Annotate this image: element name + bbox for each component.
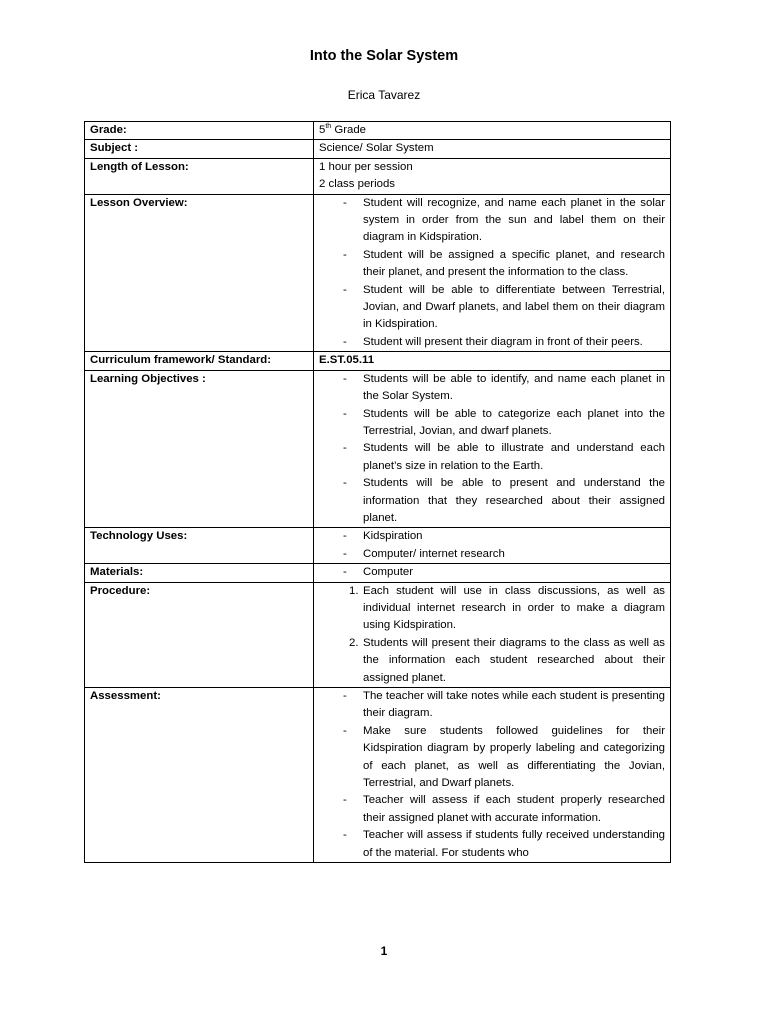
technology-list — [319, 528, 665, 563]
step-number: 1. — [349, 584, 359, 597]
assessment-list — [319, 688, 665, 862]
table-row-overview — [85, 194, 671, 352]
list-item — [319, 475, 665, 527]
item-text: The teacher will take notes while each student is presenting their diagram. — [363, 690, 665, 720]
list-item — [319, 334, 665, 351]
page-number: 1 — [380, 944, 388, 958]
objectives-list — [319, 371, 665, 528]
document-title: Into the Solar System — [309, 48, 459, 64]
item-text: Student will be assigned a specific planet, and research their planet, and present the information to the class. — [363, 248, 665, 279]
materials-list — [319, 564, 665, 581]
row-label: Procedure: — [85, 582, 314, 687]
list-item — [319, 371, 665, 406]
author-name: Erica Tavarez — [347, 88, 421, 102]
item-text: Students will present their diagrams to the class as well as the information each student researched about their assigned planet. — [363, 636, 665, 684]
table-row-objectives — [85, 370, 671, 528]
list-item — [319, 440, 665, 475]
row-label: Curriculum framework/ Standard: — [85, 352, 314, 370]
row-label: Technology Uses: — [85, 528, 314, 564]
list-item — [319, 564, 665, 581]
list-item — [319, 528, 665, 545]
dash-bullet: - — [343, 690, 347, 702]
dash-bullet: - — [343, 196, 347, 209]
list-item — [319, 688, 665, 723]
curriculum-value: E.ST.05.11 — [314, 352, 671, 370]
grade-ordinal: th — [325, 123, 332, 131]
list-item — [319, 282, 665, 334]
item-text: Student will be able to differentiate between Terrestrial, Jovian, and Dwarf planets, and label them on their diagram in Kidspiration. — [363, 283, 665, 331]
procedure-list — [319, 583, 665, 687]
item-text: Students will be able to present and understand the information that they researched about their assigned planet. — [363, 477, 665, 524]
list-item — [319, 723, 665, 793]
item-text: Student will present their diagram in front of their peers. — [363, 335, 643, 348]
item-text: Student will recognize, and name each planet in the solar system in order from the sun and label them on their diagram in Kidspiration. — [363, 196, 665, 244]
table-row-materials — [85, 564, 671, 582]
table-row-subject — [85, 140, 671, 158]
grade-word: Grade — [331, 124, 367, 136]
list-item — [319, 583, 665, 635]
row-label: Subject : — [85, 140, 314, 158]
item-text: Teacher will assess if students fully received understanding of the material. For students who — [363, 829, 665, 859]
dash-bullet: - — [343, 335, 347, 348]
length-line: 2 class periods — [319, 178, 395, 191]
table-row-technology — [85, 528, 671, 564]
objectives-value — [314, 370, 671, 528]
grade-value — [314, 122, 671, 140]
dash-bullet: - — [343, 530, 347, 543]
table-row-curriculum — [85, 352, 671, 370]
table-row-assessment — [85, 688, 671, 863]
list-item — [319, 827, 665, 862]
dash-bullet: - — [343, 794, 347, 807]
row-label: Materials: — [85, 564, 314, 582]
lesson-plan-table — [84, 121, 671, 863]
dash-bullet: - — [343, 407, 347, 420]
row-label: Assessment: — [85, 688, 314, 863]
dash-bullet: - — [343, 477, 347, 490]
list-item — [319, 546, 665, 563]
overview-value — [314, 194, 671, 352]
procedure-value — [314, 582, 671, 687]
dash-bullet: - — [343, 372, 347, 385]
grade-number: 5 — [319, 124, 326, 136]
table-row-length — [85, 158, 671, 194]
dash-bullet: - — [343, 829, 347, 842]
item-text: Make sure students followed guidelines for their Kidspiration diagram by properly labeling and categorizing of each planet, as well as differentiating the Jovian, Terrestrial, and Dwarf planets. — [363, 724, 665, 790]
item-text: Students will be able to identify, and name each planet in the Solar System. — [363, 372, 665, 403]
overview-list — [319, 195, 665, 352]
materials-value — [314, 564, 671, 582]
item-text: Students will be able to categorize each planet into the Terrestrial, Jovian, and dwarf planets. — [363, 407, 665, 437]
item-text: Students will be able to illustrate and understand each planet’s size in relation to the Earth. — [363, 442, 665, 472]
technology-value — [314, 528, 671, 564]
list-item — [319, 635, 665, 687]
dash-bullet: - — [343, 442, 347, 455]
table-row-grade — [85, 122, 671, 140]
length-line: 1 hour per session — [319, 160, 413, 173]
list-item — [319, 195, 665, 247]
dash-bullet: - — [343, 283, 347, 296]
row-label: Lesson Overview: — [85, 194, 314, 352]
row-label: Length of Lesson: — [85, 158, 314, 194]
row-label: Grade: — [85, 122, 314, 140]
item-text: Teacher will assess if each student properly researched their assigned planet with accurate information. — [363, 794, 665, 824]
item-text: Each student will use in class discussions, as well as individual internet research in order to make a diagram using Kidspiration. — [363, 584, 665, 632]
list-item — [319, 792, 665, 827]
subject-value: Science/ Solar System — [314, 140, 671, 158]
item-text: Computer — [363, 566, 414, 579]
table-row-procedure — [85, 582, 671, 687]
item-text: Kidspiration — [363, 530, 423, 543]
dash-bullet: - — [343, 248, 347, 261]
list-item — [319, 406, 665, 441]
assessment-value — [314, 688, 671, 863]
dash-bullet: - — [343, 724, 347, 737]
step-number: 2. — [349, 636, 359, 649]
list-item — [319, 247, 665, 282]
length-value — [314, 158, 671, 194]
row-label: Learning Objectives : — [85, 370, 314, 528]
dash-bullet: - — [343, 566, 347, 579]
dash-bullet: - — [343, 547, 347, 560]
item-text: Computer/ internet research — [363, 547, 505, 560]
